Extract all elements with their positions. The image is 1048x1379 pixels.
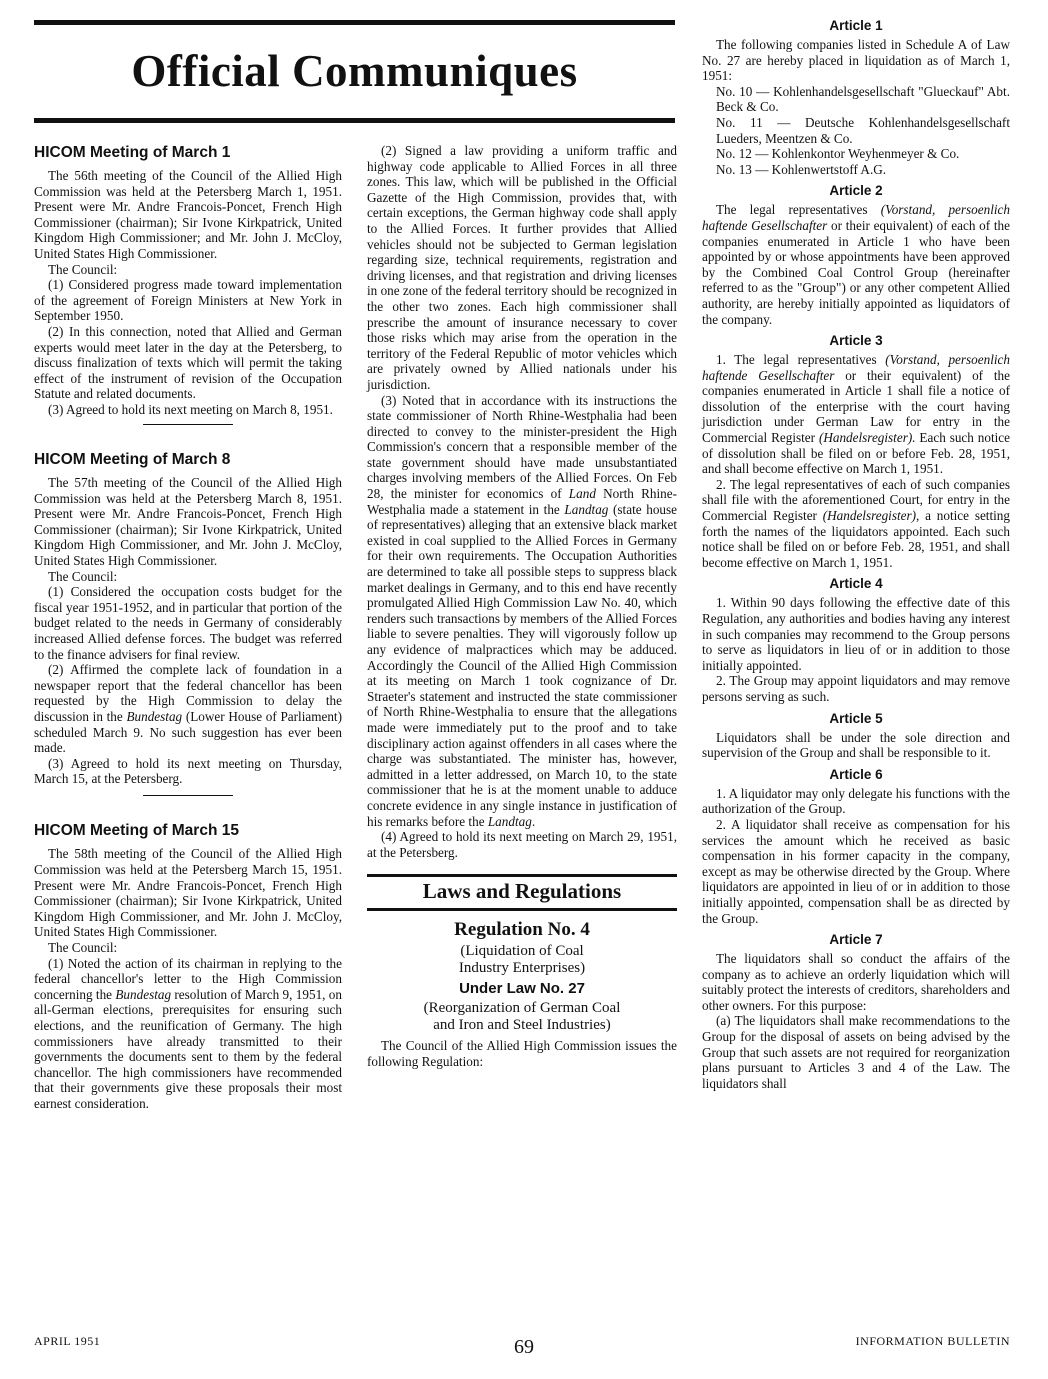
text-run: The legal representatives	[716, 202, 881, 218]
column-2	[367, 143, 677, 1070]
list-item: No. 10 — Kohlenhandelsgesellschaft "Glueckauf" Abt. Beck & Co.	[716, 83, 1010, 115]
paragraph: (4) Agreed to hold its next meeting on March 29, 1951, at the Petersberg.	[367, 829, 677, 860]
text-run: Each such notice of dissolution shall be filed on or before Feb. 28, 1951, and shall become effective on March 1, 1951.	[702, 430, 1010, 477]
paragraph: The liquidators shall so conduct the affairs of the company as to achieve an orderly liquidation which will suitably protect the interests of creditors, shareholders and other owners. For this purpose:	[702, 951, 1010, 1013]
regulation-subtitle: Industry Enterprises)	[458, 960, 586, 977]
article-1-title: Article 1	[829, 18, 883, 33]
section-divider	[143, 424, 233, 426]
text-run: 2. The legal representatives of each of such companies shall file with the aforementioned Court, for entry in the Commercial Register	[702, 476, 1010, 524]
regulation-subtitle: (Reorganization of German Coal	[423, 1000, 621, 1017]
laws-and-regulations-heading: Laws and Regulations	[367, 874, 677, 911]
paragraph: The Council:	[48, 568, 118, 584]
italic-text: (Handelsregister)	[822, 508, 917, 524]
paragraph: The 57th meeting of the Council of the Allied High Commission was held at the Petersberg March 8, 1951. Present were Mr. Andre Francois-Poncet, French High Commissioner (chairman); Sir Ivone Kirkpatrick, United Kingdom High Commissioner, and Mr. John J. McCloy, United States High Commissioner.	[34, 475, 342, 568]
paragraph: The Council:	[48, 939, 118, 955]
section-divider	[143, 795, 233, 797]
page-number: 69	[514, 1336, 534, 1358]
paragraph	[702, 477, 1010, 571]
text-run: (state house of representatives) alleging that an extensive black market existed in coal supplied to the Allied Forces in Germany for their own requirements. The Occupation Authorities are determined to take all possible steps to suppress black market dealings in Germany, and to this end have recently promulgated Allied High Commission Law No. 40, which renders such transactions by members of the Allied Forces liable to severe penalties. They will vigorously follow up any evidence of malpractices which may be adduced. Accordingly the Council of the Allied High Commission at its meeting on March 1 took cognizance of Dr. Straeter's statement and instructed the state commissioner of North Rhine-Westphalia to ensure that the allegations made were immediately put to the proof and to take disciplinary action against offenders in all cases where the charge was substantiated. The minister has, however, admitted in a letter addressed, on March 10, to the state commissioner that he is at the moment unable to adduce concrete evidence in any single instance in justification of his remarks before the	[367, 501, 677, 829]
masthead-bottom-rule	[34, 118, 675, 123]
article-6-title: Article 6	[829, 766, 883, 782]
text-run: North Rhine-Westphalia made a statement in the	[367, 486, 677, 517]
footer-publication: INFORMATION BULLETIN	[855, 1334, 1010, 1348]
paragraph: (1) Considered the occupation costs budget for the fiscal year 1951-1952, and in particular that portion of the budget related to the needs in Germany of considerably increased Allied defense forces. The budget was referred to the finance advisers for final review.	[34, 584, 342, 662]
paragraph: 1. A liquidator may only delegate his functions with the authorization of the Group.	[702, 785, 1010, 817]
heading-meeting-march-15: HICOM Meeting of March 15	[34, 822, 239, 840]
italic-text: Bundestag	[126, 708, 183, 724]
company-list	[702, 84, 1010, 178]
paragraph: Liquidators shall be under the sole direction and supervision of the Group and shall be responsible to it.	[702, 729, 1010, 761]
paragraph: (1) Considered progress made toward implementation of the agreement of Foreign Ministers at New York in September 1950.	[34, 277, 342, 324]
paragraph: (3) Agreed to hold its next meeting on March 8, 1951.	[48, 401, 333, 417]
italic-text: Bundestag	[115, 986, 172, 1002]
paragraph: The Council:	[48, 261, 118, 277]
article-4-title: Article 4	[829, 576, 883, 592]
list-item: No. 11 — Deutsche Kohlenhandelsgesellschaft Lueders, Meentzen & Co.	[716, 114, 1010, 146]
article-3-title: Article 3	[829, 333, 883, 349]
paragraph: The Council of the Allied High Commission issues the following Regulation:	[367, 1038, 677, 1069]
regulation-title: Regulation No. 4	[454, 919, 590, 941]
italic-text: (Vorstand, persoenlich haftende Gesellschafter	[702, 202, 1010, 233]
regulation-subtitle: and Iron and Steel Industries)	[433, 1017, 611, 1034]
list-item: No. 13 — Kohlenwertstoff A.G.	[716, 161, 887, 177]
text-run: (3) Noted that in accordance with its instructions the state commissioner of North Rhine-Westphalia had been directed to convey to the minister-president the High Commission's concern that a responsible member of the state government should have made unsubstantiated charges involving members of the Allied Forces. On Feb 28, the minister for economics of	[367, 392, 677, 502]
text-run: (1) Noted the action of its chairman in replying to the federal chancellor's letter to the High Commission concerning the	[34, 955, 342, 1002]
paragraph	[702, 352, 1010, 477]
italic-text: Landtag	[564, 501, 609, 517]
paragraph	[702, 202, 1010, 327]
list-item: No. 12 — Kohlenkontor Weyhenmeyer & Co.	[716, 146, 960, 162]
paragraph: (a) The liquidators shall make recommendations to the Group for the disposal of assets on being advised by the Group that such assets are not required for reorganization plans pursuant to Articles 3 and 4 of the Law. The liquidators shall	[702, 1013, 1010, 1091]
paragraph: 2. A liquidator shall receive as compensation for his services the amount which he received as basic compensation in his former capacity in the company, except as may be otherwise directed by the Group. Where liquidators are appointed in lieu of or in addition to those initially appointed, compensation shall be as directed by the Group.	[702, 816, 1010, 926]
regulation-law: Under Law No. 27	[459, 980, 585, 998]
paragraph	[34, 956, 342, 1112]
column-1	[34, 144, 342, 1111]
italic-text: (Vorstand, persoenlich haftende Gesellschafter	[702, 352, 1010, 383]
paragraph: The following companies listed in Schedule A of Law No. 27 are hereby placed in liquidation as of March 1, 1951:	[702, 37, 1010, 84]
column-3	[702, 18, 1010, 1091]
heading-meeting-march-1: HICOM Meeting of March 1	[34, 144, 231, 161]
text-run: (Lower House of Parliament) scheduled March 9. No such suggestion has ever been made.	[34, 708, 342, 756]
article-5-title: Article 5	[829, 710, 883, 726]
text-run: 1. The legal representatives	[716, 352, 886, 368]
paragraph: The 56th meeting of the Council of the Allied High Commission was held at the Petersberg March 1, 1951. Present were Mr. Andre Francois-Poncet, French High Commissioner (chairman); Sir Ivone Kirkpatrick, United Kingdom High Commissioner; and Mr. John J. McCloy, United States High Commissioner.	[34, 168, 342, 261]
paragraph: 1. Within 90 days following the effective date of this Regulation, any authorities and bodies having any interest in such companies may recommend to the Group persons to serve as liquidators in lieu of or in addition to those initially appointed.	[702, 595, 1010, 673]
article-2-title: Article 2	[829, 183, 883, 199]
text-run: (2) Affirmed the complete lack of foundation in a newspaper report that the federal chancellor has been requested by the High Commission to delay the discussion in the	[34, 662, 342, 724]
paragraph: (3) Agreed to hold its next meeting on Thursday, March 15, at the Petersberg.	[34, 755, 342, 787]
article-7-title: Article 7	[829, 932, 883, 948]
regulation-subtitle: (Liquidation of Coal	[460, 943, 584, 960]
italic-text: Landtag	[487, 813, 532, 829]
masthead-top-rule	[34, 20, 675, 25]
paragraph	[34, 662, 342, 756]
text-run: resolution of March 9, 1951, on all-German elections, prerequisites for ensuring such elections, and the reunification of Germany. The high commissioners have already transmitted to their governments the documents sent to them by the federal chancellor. The high commissioners have recommended that their governments give these proposals their most earnest consideration.	[34, 986, 342, 1111]
text-run: , a notice setting forth the names of the liquidators appointed. Each such notice shall be filed on or before Feb. 28, 1951, and shall become effective on March 1, 1951.	[702, 508, 1010, 570]
paragraph: The 58th meeting of the Council of the Allied High Commission was held at the Petersberg March 15, 1951. Present were Mr. Andre Francois-Poncet, French High Commissioner (chairman); Sir Ivone Kirkpatrick, United Kingdom High Commissioner, and Mr. John J. McCloy, United States High Commissioner.	[34, 846, 342, 940]
paragraph: (2) In this connection, noted that Allied and German experts would meet later in the day at the Petersberg, to discuss finalization of texts which will permit the taking effect of the instrument of revision of the Occupation Statute and related documents.	[34, 323, 342, 402]
italic-text: Land	[568, 486, 596, 502]
text-run: or their equivalent) of each of the companies enumerated in Article 1 who have been appointed by or whose appointments have been approved by the Combined Coal Control Group (hereinafter referred to as the "Group") or any other competent Allied authority, are hereby initially appointed as liquidators of the company.	[702, 217, 1010, 327]
paragraph	[367, 393, 677, 830]
footer-date: APRIL 1951	[34, 1334, 101, 1348]
text-run: or their equivalent) of the companies enumerated in Article 1 shall file a notice of dissolution of the enterprise with the court having jurisdiction under German Law for entry in the Commercial Register	[702, 367, 1010, 446]
italic-text: (Handelsregister).	[818, 430, 916, 446]
text-run: .	[531, 813, 536, 829]
paragraph: 2. The Group may appoint liquidators and may remove persons serving as such.	[702, 673, 1010, 704]
paragraph: (2) Signed a law providing a uniform traffic and highway code applicable to Allied Forces in all three zones. This law, which will be published in the Official Gazette of the High Commission, provides that, with certain exceptions, the German highway code shall apply to the Allied Forces. It further provides that Allied vehicles should not be subjected to German legislation regarding size, technical requirements, registration and driving licenses, and that registration and driving licenses in one zone of the federal territory should be recognized in the other two zones. Each high commissioner shall prescribe the amount of insurance necessary to cover those risks which may arise from the operation in the territory of the Federal Republic of motor vehicles which are privately owned by Allied nationals under his jurisdiction.	[367, 143, 677, 392]
masthead-title: Official Communiques	[131, 46, 578, 96]
heading-meeting-march-8: HICOM Meeting of March 8	[34, 451, 231, 468]
